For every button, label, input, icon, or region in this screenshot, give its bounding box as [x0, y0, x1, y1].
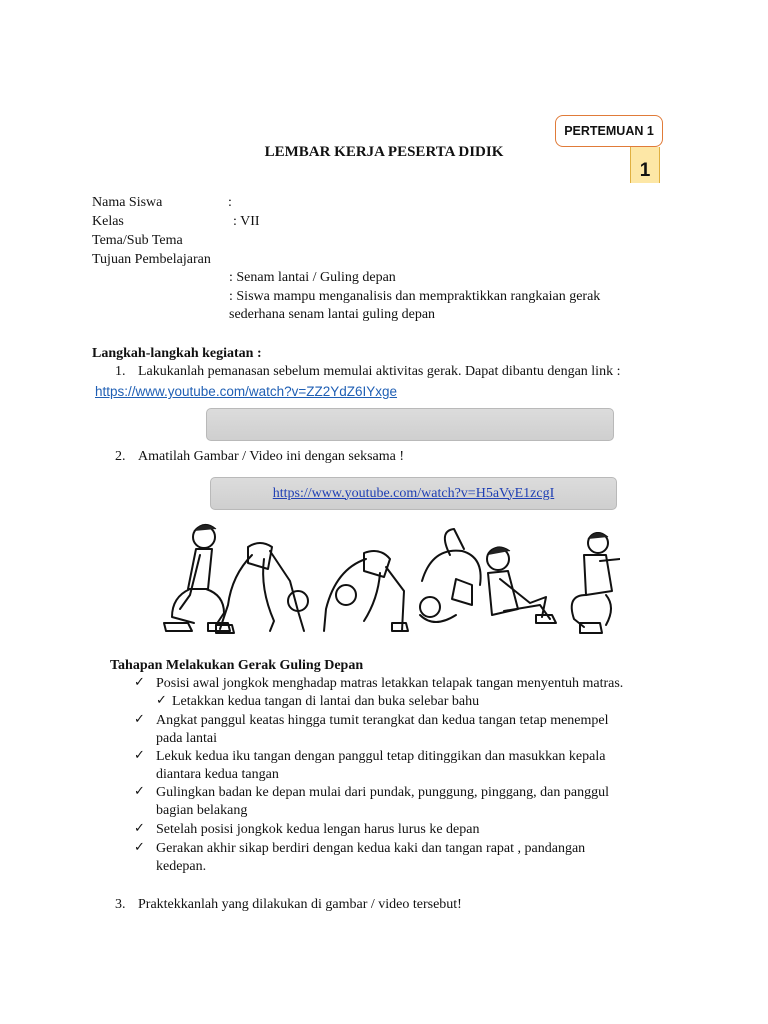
figure-squat — [164, 524, 230, 631]
check-icon: ✓ — [134, 675, 145, 690]
figure-arms-forward — [572, 532, 620, 633]
figure-head-tuck — [324, 551, 408, 631]
tujuan-value-line1: : Siswa mampu menganalisis dan mempraktikkan rangkaian gerak — [229, 289, 601, 304]
figure-tucked — [487, 547, 556, 623]
meeting-number: 1 — [639, 160, 651, 181]
step1-text: Lakukanlah pemanasan sebelum memulai aktivitas gerak. Dapat dibantu dengan link : — [138, 364, 621, 379]
observe-video-link[interactable]: https://www.youtube.com/watch?v=H5aVyE1zcgI — [272, 485, 555, 501]
tema-label: Tema/Sub Tema — [92, 233, 183, 248]
step1-number: 1. — [115, 364, 126, 379]
tahapan-heading: Tahapan Melakukan Gerak Guling Depan — [110, 658, 364, 673]
observe-link-bar — [210, 477, 617, 510]
tema-value: : Senam lantai / Guling depan — [229, 270, 396, 285]
tujuan-value-line2: sederhana senam lantai guling depan — [229, 307, 436, 322]
step3-number: 3. — [115, 897, 126, 912]
tujuan-label: Tujuan Pembelajaran — [92, 252, 211, 267]
check-icon: ✓ — [134, 840, 145, 855]
page-title: LEMBAR KERJA PESERTA DIDIK — [264, 144, 504, 160]
check-icon: ✓ — [134, 712, 145, 727]
step3-text: Praktekkanlah yang dilakukan di gambar / video tersebut! — [138, 897, 462, 912]
meeting-badge-label: PERTEMUAN 1 — [564, 124, 654, 138]
steps-heading: Langkah-langkah kegiatan : — [92, 346, 262, 361]
figure-rolling — [420, 529, 481, 622]
nama-label: Nama Siswa — [92, 195, 163, 210]
warmup-video-link[interactable]: https://www.youtube.com/watch?v=ZZ2YdZ6IYxge — [95, 384, 398, 399]
check-icon: ✓ — [134, 821, 145, 836]
meeting-badge — [555, 115, 663, 147]
step2-number: 2. — [115, 449, 126, 464]
nama-colon: : — [228, 195, 232, 210]
step2-text: Amatilah Gambar / Video ini dengan seksama ! — [138, 449, 404, 464]
forward-roll-illustration — [160, 515, 620, 643]
figure-hips-up — [216, 543, 308, 633]
kelas-value: : VII — [233, 214, 260, 229]
check-icon: ✓ — [156, 693, 167, 708]
kelas-label: Kelas — [92, 214, 124, 229]
warmup-link-bar — [206, 408, 614, 441]
check-icon: ✓ — [134, 748, 145, 763]
check-icon: ✓ — [134, 784, 145, 799]
